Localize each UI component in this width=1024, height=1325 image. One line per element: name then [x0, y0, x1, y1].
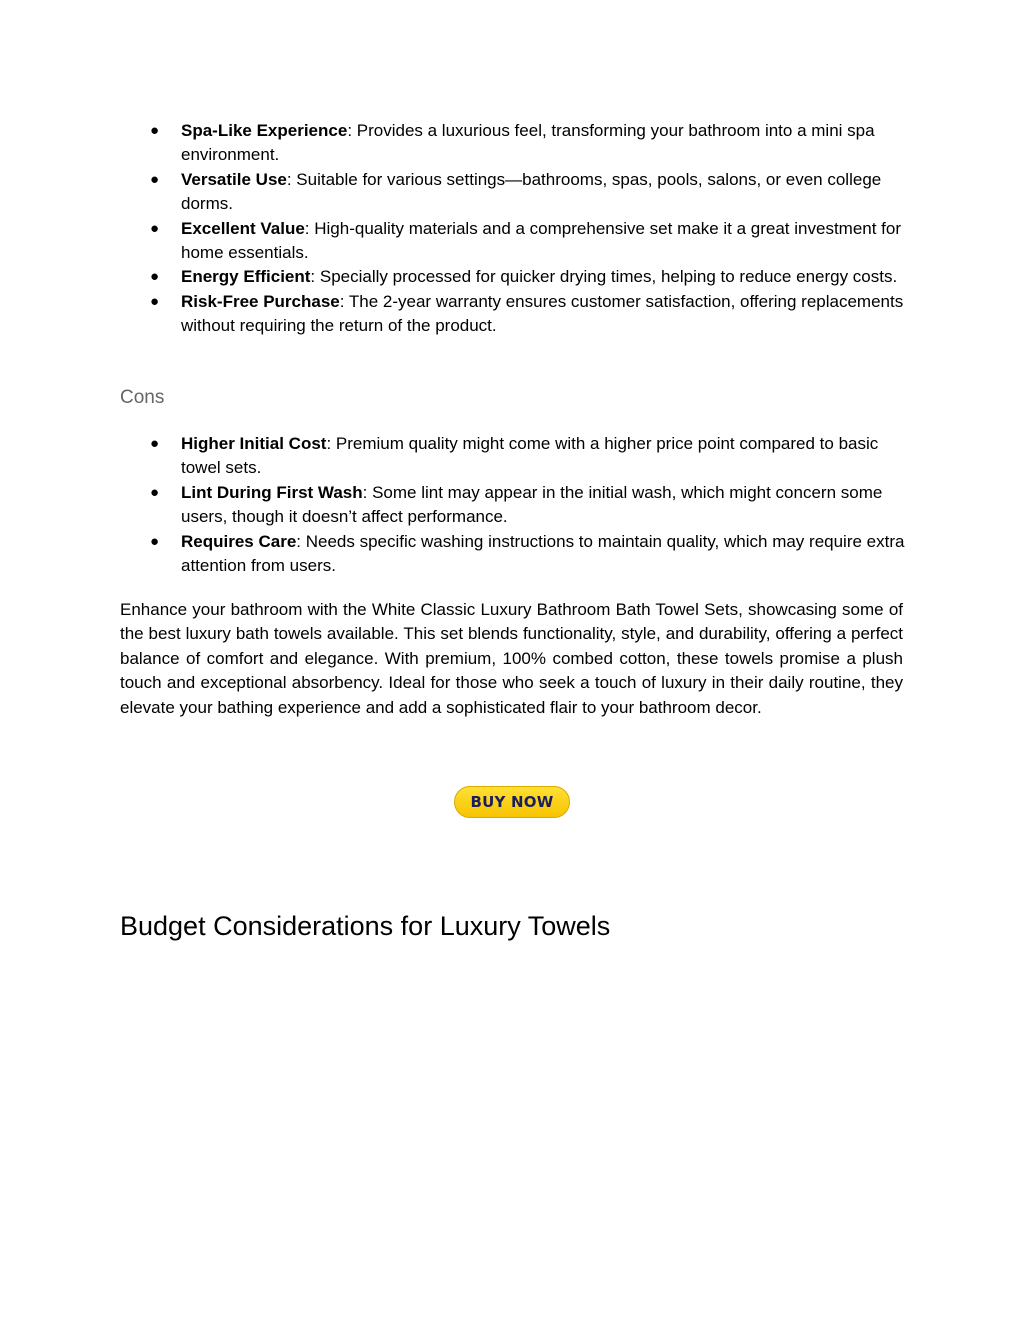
section-heading: Budget Considerations for Luxury Towels — [120, 911, 611, 941]
item-title: Spa-Like Experience — [181, 121, 348, 140]
item-text: : Premium quality might come with a higher price point compared to basic towel sets. — [181, 434, 879, 478]
cons-list — [120, 432, 910, 578]
list-item — [120, 217, 910, 266]
list-item — [120, 432, 910, 481]
bullet-icon: ● — [150, 170, 160, 188]
list-item — [120, 265, 910, 289]
item-text: : The 2-year warranty ensures customer satisfaction, offering replacements without requiring the return of the product. — [181, 291, 904, 336]
item-title: Lint During First Wash — [181, 482, 363, 502]
item-title: Higher Initial Cost — [181, 434, 327, 453]
item-text: : Specially processed for quicker drying times, helping to reduce energy costs. — [310, 267, 898, 287]
buy-now-button[interactable]: BUY NOW — [454, 786, 570, 818]
buy-now-container — [454, 786, 570, 818]
bullet-icon: ● — [150, 532, 160, 550]
bullet-icon: ● — [150, 268, 160, 286]
bullet-icon: ● — [150, 292, 160, 310]
bullet-icon: ● — [150, 483, 160, 501]
item-text: : Suitable for various settings—bathrooms, spas, pools, salons, or even college dorms. — [181, 169, 882, 214]
item-text: : Needs specific washing instructions to maintain quality, which may require extra attention from users. — [181, 531, 905, 576]
list-item — [120, 530, 910, 579]
item-title: Versatile Use — [181, 169, 287, 189]
description-paragraph: Enhance your bathroom with the White Classic Luxury Bathroom Bath Towel Sets, showcasing some of the best luxury bath towels available. This set blends functionality, style, and durability, offering a perfect balance of comfort and elegance. With premium, 100% combed cotton, these towels promise a plush touch and exceptional absorbency. Ideal for those who seek a touch of luxury in their daily routine, they elevate your bathing experience and add a sophisticated flair to your bathroom decor. — [120, 600, 903, 717]
item-title: Energy Efficient — [181, 267, 311, 287]
list-item — [120, 119, 910, 168]
item-title: Risk-Free Purchase — [181, 291, 340, 311]
list-item — [120, 481, 910, 530]
item-title: Excellent Value — [181, 218, 305, 238]
item-text: : Provides a luxurious feel, transforming your bathroom into a mini spa environment. — [181, 121, 875, 165]
bullet-icon: ● — [150, 435, 160, 452]
list-item — [120, 290, 910, 339]
pros-list — [120, 119, 910, 339]
bullet-icon: ● — [150, 219, 160, 237]
cons-heading: Cons — [120, 387, 165, 408]
item-title: Requires Care — [181, 531, 297, 551]
bullet-icon: ● — [150, 122, 160, 139]
list-item — [120, 168, 910, 217]
item-text: : Some lint may appear in the initial wash, which might concern some users, though it doesn’t affect performance. — [181, 482, 883, 527]
item-text: : High-quality materials and a comprehensive set make it a great investment for home essentials. — [181, 218, 902, 263]
